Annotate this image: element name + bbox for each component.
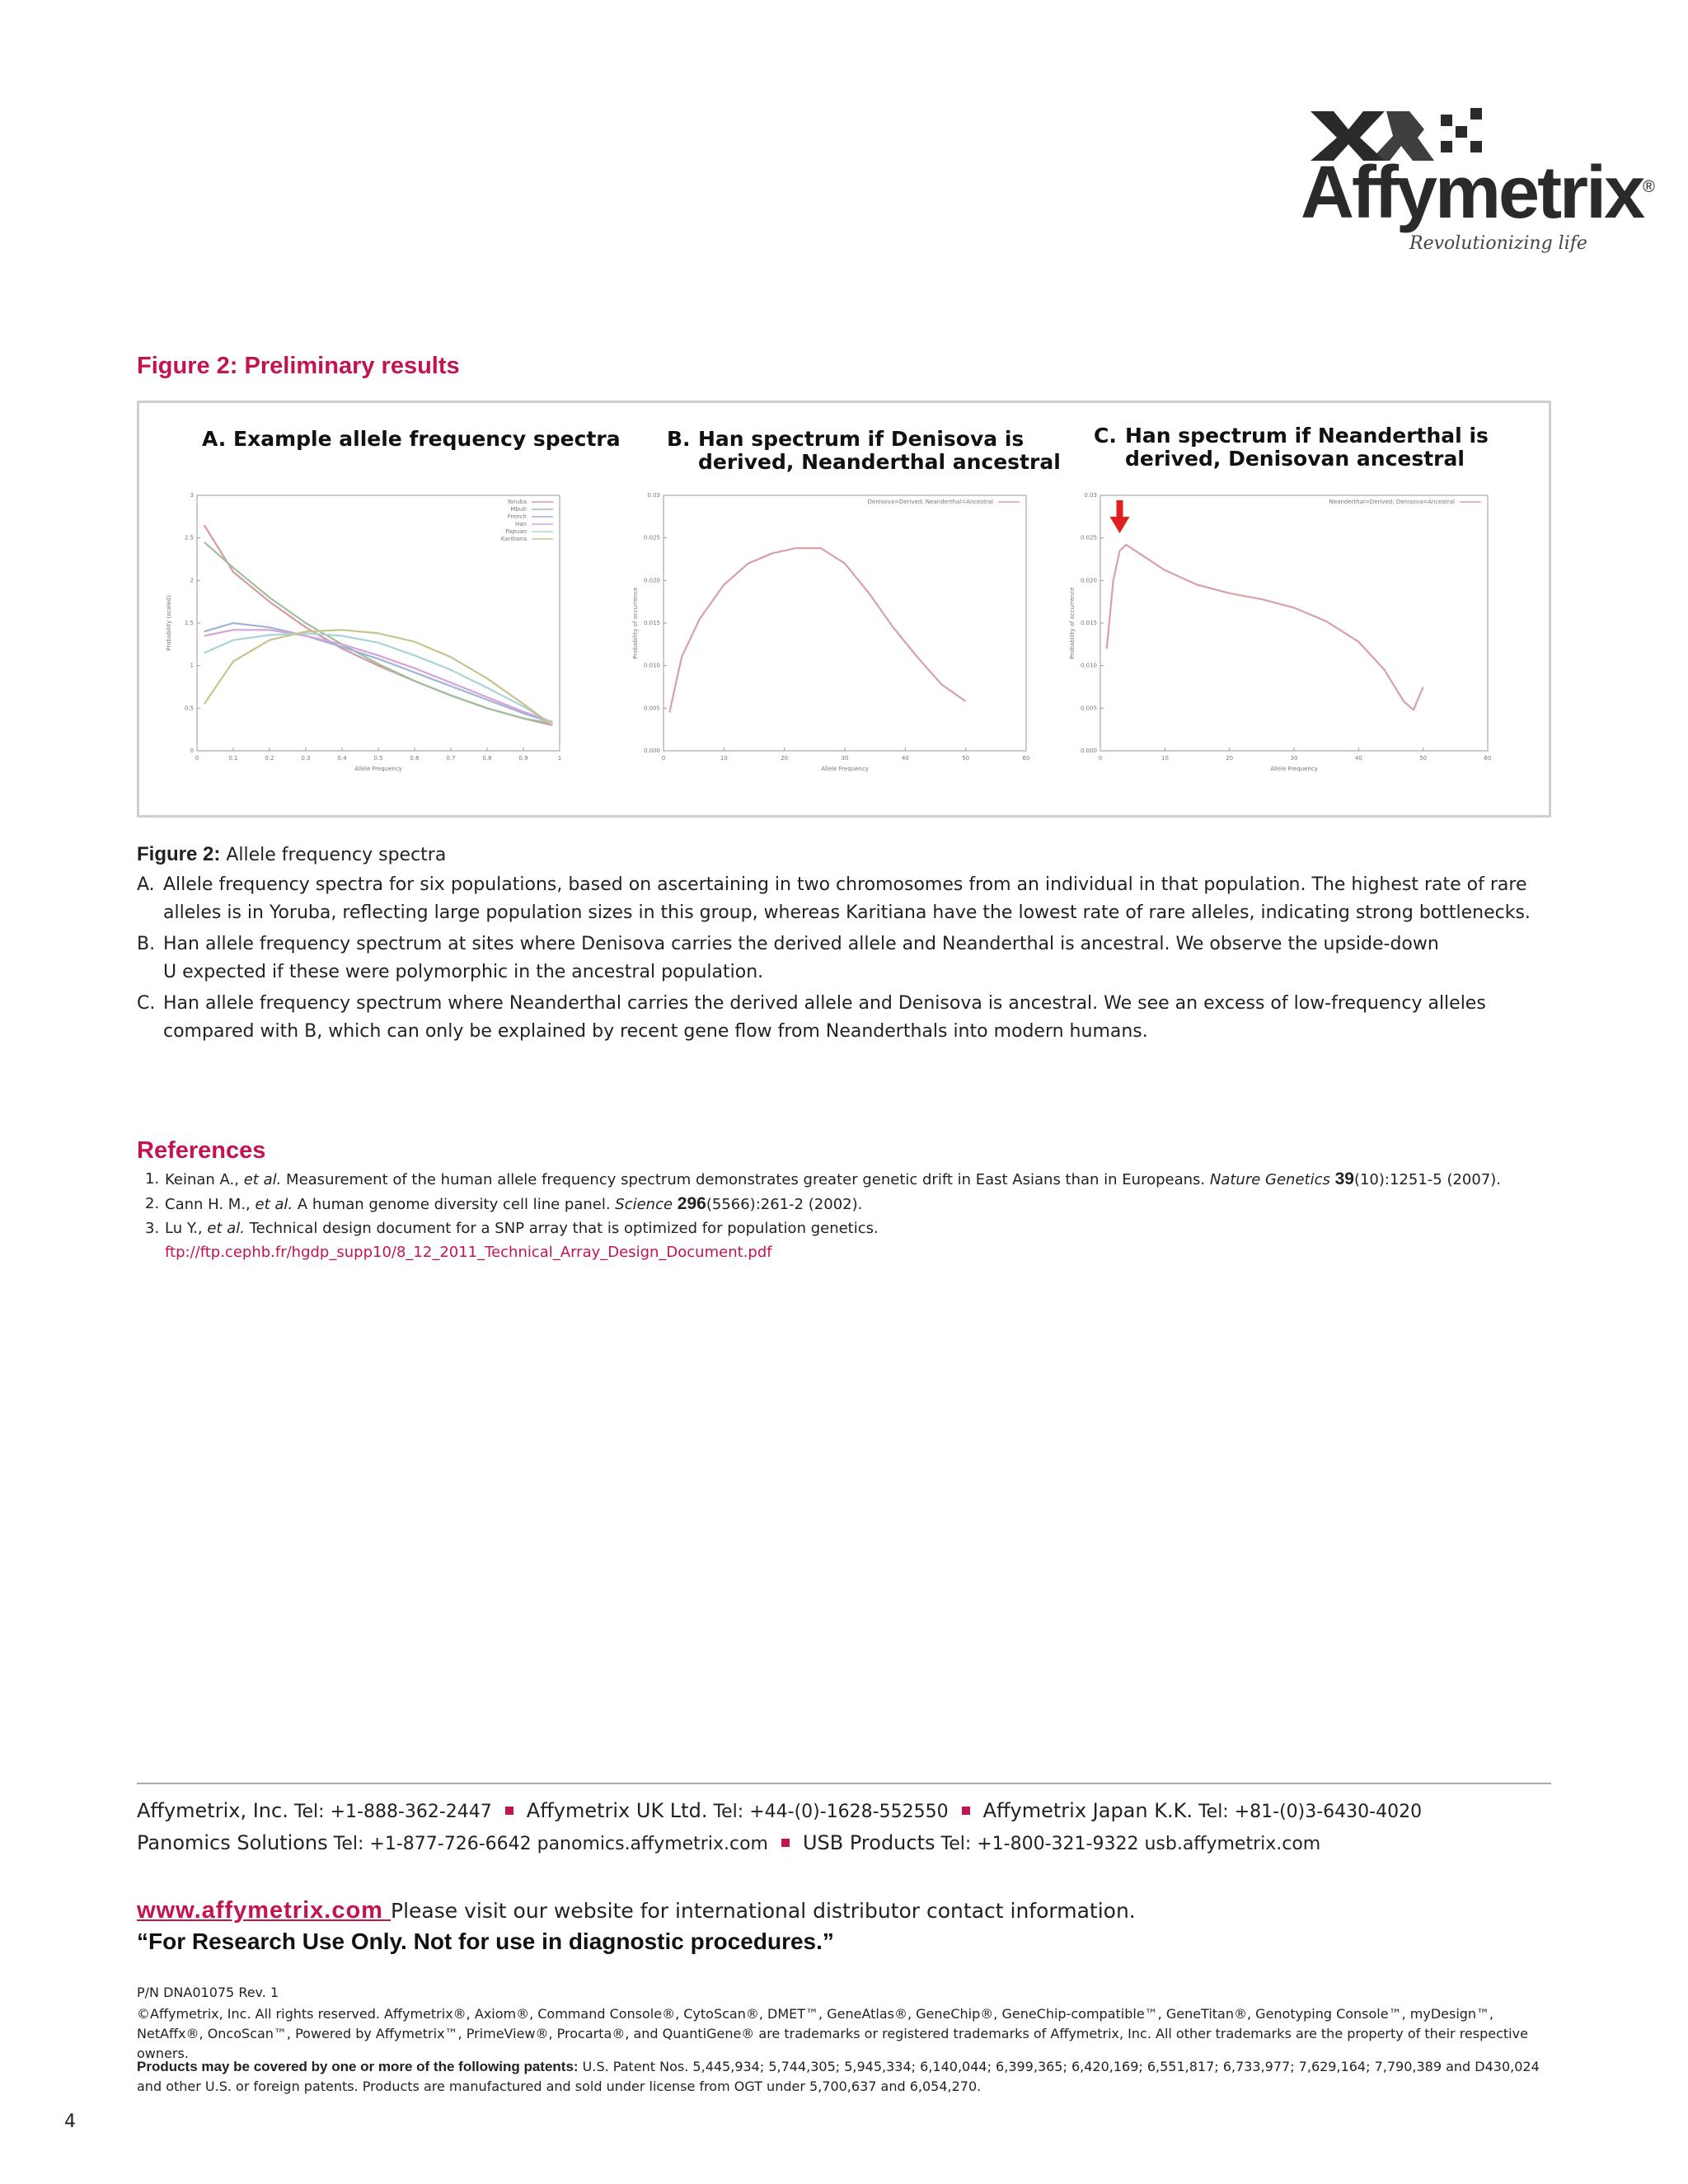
- x-tick-label: 0.1: [228, 755, 238, 762]
- caption-item-a: A. Allele frequency spectra for six populations, based on ascertaining in two chromosomes from an individual in that population. The highest rate of rare alleles is in Yoruba, reflecting large population sizes in this group, whereas Karitiana have the lowest rate of rare alleles, indicating strong bottlenecks.: [137, 874, 1531, 923]
- y-tick-label: 1: [190, 662, 194, 669]
- chart-b-han-spectrum: [626, 485, 1054, 774]
- contact-line-1: Affymetrix, Inc. Tel: +1-888-362-2447 Affymetrix UK Ltd. Tel: +44-(0)-1628-552550 Affymetrix Japan K.K. Tel: +81-(0)3-6430-4020: [137, 1799, 1423, 1822]
- y-tick-label: 0.025: [1080, 534, 1097, 541]
- y-tick-label: 0.03: [1084, 492, 1097, 499]
- contact-line-2: Panomics Solutions Tel: +1-877-726-6642 panomics.affymetrix.com USB Products Tel: +1-800-321-9322 usb.affymetrix.com: [137, 1831, 1321, 1854]
- y-tick-label: 0.000: [1080, 748, 1097, 754]
- x-tick-label: 20: [1226, 755, 1234, 762]
- x-tick-label: 0: [195, 755, 199, 762]
- reference-item: 3. Lu Y., et al. Technical design document for a SNP array that is optimized for population genetics. ftp://ftp.cephb.fr/hgdp_supp10/8_12_2011_Technical_Array_Design_Document.pdf: [145, 1220, 879, 1261]
- x-tick-label: 1: [557, 755, 562, 762]
- legend-label: Papuan: [505, 528, 527, 535]
- affymetrix-logo: [1294, 103, 1653, 268]
- y-tick-label: 0: [190, 748, 194, 754]
- x-tick-label: 0.6: [410, 755, 420, 762]
- annotation-arrow-head: [1110, 517, 1130, 533]
- x-tick-label: 60: [1484, 755, 1492, 762]
- legend-label: Denisova=Derived; Neanderthal=Ancestral: [867, 499, 993, 505]
- x-tick-label: 0.8: [482, 755, 492, 762]
- legend-label: French: [507, 513, 527, 520]
- legend-label: Karitiana: [500, 536, 527, 542]
- y-tick-label: 0.015: [1080, 620, 1097, 626]
- references-title: References: [137, 1137, 266, 1164]
- y-tick-label: 0.025: [643, 534, 660, 541]
- panel-c-title: C. Han spectrum if Neanderthal is derived, Denisovan ancestral: [1094, 424, 1489, 471]
- x-tick-label: 40: [901, 755, 909, 762]
- x-tick-label: 0.5: [373, 755, 383, 762]
- x-tick-label: 50: [962, 755, 970, 762]
- chart-a-allele-spectra: [161, 485, 598, 774]
- references-list: [145, 1167, 1563, 1264]
- patents-notice: Products may be covered by one or more of the following patents: U.S. Patent Nos. 5,445,934; 5,744,305; 5,945,334; 6,140,044; 6,399,365; 6,420,169; 6,551,817; 6,733,977; 7,629,164; 7,790,389 and D430,024 and other U.S. or foreign patents. Products are manufactured and sold under license from OGT under 5,700,637 and 6,054,270.: [137, 2059, 1540, 2094]
- x-tick-label: 0: [661, 755, 666, 762]
- y-axis-label: Probability of occurrence: [1069, 587, 1076, 659]
- y-tick-label: 0.015: [643, 620, 660, 626]
- x-tick-label: 10: [720, 755, 728, 762]
- copyright-notice: ©Affymetrix, Inc. All rights reserved. Affymetrix®, Axiom®, Command Console®, CytoScan®, DMET™, GeneAtlas®, GeneChip®, GeneChip-compatible™, GeneTitan®, Genotyping Console™, myDesign™, NetAffx®, OncoScan™, Powered by Affymetrix™, PrimeView®, Procarta®, and QuantiGene® are trademarks or registered trademarks of Affymetrix, Inc. All other trademarks are the property of their respective owners.: [137, 2006, 1528, 2061]
- y-tick-label: 0.000: [643, 748, 660, 754]
- caption-heading: Figure 2: Allele frequency spectra: [137, 843, 447, 865]
- bullet-square-icon: [962, 1807, 970, 1815]
- x-tick-label: 30: [1290, 755, 1298, 762]
- x-tick-label: 0.2: [265, 755, 274, 762]
- figure-title: Figure 2: Preliminary results: [137, 353, 460, 379]
- website-link[interactable]: www.affymetrix.com: [137, 1897, 392, 1924]
- research-use-notice: “For Research Use Only. Not for use in diagnostic procedures.”: [137, 1929, 834, 1954]
- logo-tagline: Revolutionizing life: [1409, 233, 1587, 254]
- annotation-arrow-shaft: [1117, 500, 1123, 518]
- reference-item: 1. Keinan A., et al. Measurement of the human allele frequency spectrum demonstrates greater genetic drift in East Asians than in Europeans. Nature Genetics 39(10):1251-5 (2007).: [145, 1169, 1502, 1188]
- x-tick-label: 60: [1022, 755, 1030, 762]
- x-tick-label: 0.7: [446, 755, 456, 762]
- y-tick-label: 0.010: [1080, 662, 1097, 669]
- y-tick-label: 0.005: [643, 705, 660, 712]
- legend-label: Yoruba: [507, 499, 527, 505]
- series-line: [669, 548, 965, 712]
- y-tick-label: 0.020: [643, 577, 660, 584]
- figure-panel-box: [137, 401, 1551, 818]
- figure-caption: [137, 841, 1554, 1046]
- plot-frame: [1100, 495, 1488, 751]
- part-number: P/N DNA01075 Rev. 1: [137, 1985, 279, 2000]
- y-tick-label: 3: [190, 492, 194, 499]
- y-tick-label: 0.005: [1080, 705, 1097, 712]
- page-number: 4: [64, 2111, 76, 2132]
- y-tick-label: 0.010: [643, 662, 660, 669]
- y-tick-label: 1.5: [184, 620, 194, 626]
- plot-frame: [663, 495, 1026, 751]
- chart-c-han-spectrum: [1062, 485, 1524, 774]
- bullet-square-icon: [505, 1807, 513, 1815]
- x-tick-label: 40: [1354, 755, 1362, 762]
- y-tick-label: 2.5: [184, 534, 194, 541]
- x-tick-label: 30: [841, 755, 849, 762]
- y-axis-label: Probability (scaled): [166, 595, 172, 651]
- x-tick-label: 50: [1419, 755, 1428, 762]
- x-axis-label: Allele Frequency: [1270, 766, 1318, 772]
- bullet-square-icon: [781, 1839, 790, 1847]
- x-tick-label: 0.9: [518, 755, 528, 762]
- x-tick-label: 0: [1098, 755, 1103, 762]
- series-line: [204, 623, 552, 723]
- reference-item: 2. Cann H. M., et al. A human genome diversity cell line panel. Science 296(5566):261-2 (2002).: [145, 1194, 863, 1213]
- series-line: [1107, 545, 1423, 710]
- x-axis-label: Allele Frequency: [354, 766, 402, 772]
- x-axis-label: Allele Frequency: [821, 766, 869, 772]
- y-tick-label: 0.020: [1080, 577, 1097, 584]
- x-tick-label: 0.4: [337, 755, 347, 762]
- caption-item-c: C. Han allele frequency spectrum where Neanderthal carries the derived allele and Denisova is ancestral. We see an excess of low-frequency alleles compared with B, which can only be explained by recent gene flow from Neanderthals into modern humans.: [137, 993, 1486, 1042]
- legend-label: Mbuti: [510, 506, 527, 513]
- series-line: [204, 630, 552, 722]
- y-axis-label: Probability of occurrence: [632, 587, 639, 659]
- x-tick-label: 20: [781, 755, 789, 762]
- logo-wordmark: Affymetrix®: [1301, 152, 1653, 234]
- y-tick-label: 0.5: [184, 705, 194, 712]
- legend-label: Neanderthal=Derived; Denisova=Ancestral: [1329, 499, 1455, 505]
- panel-b-title: B. Han spectrum if Denisova is derived, Neanderthal ancestral: [667, 427, 1061, 474]
- x-tick-label: 0.3: [301, 755, 311, 762]
- reference-link[interactable]: ftp://ftp.cephb.fr/hgdp_supp10/8_12_2011_Technical_Array_Design_Document.pdf: [165, 1244, 772, 1261]
- y-tick-label: 0.03: [647, 492, 660, 499]
- footer-divider: [137, 1783, 1551, 1784]
- caption-item-b: B. Han allele frequency spectrum at sites where Denisova carries the derived allele and Neanderthal is ancestral. We observe the upside-down U expected if these were polymorphic in the ancestral population.: [137, 934, 1439, 982]
- y-tick-label: 2: [190, 577, 194, 584]
- x-tick-label: 10: [1160, 755, 1169, 762]
- panel-a-title: A. Example allele frequency spectra: [202, 427, 621, 451]
- website-line: www.affymetrix.com Please visit our website for international distributor contact information.: [137, 1897, 1136, 1924]
- legend-label: Han: [515, 521, 527, 527]
